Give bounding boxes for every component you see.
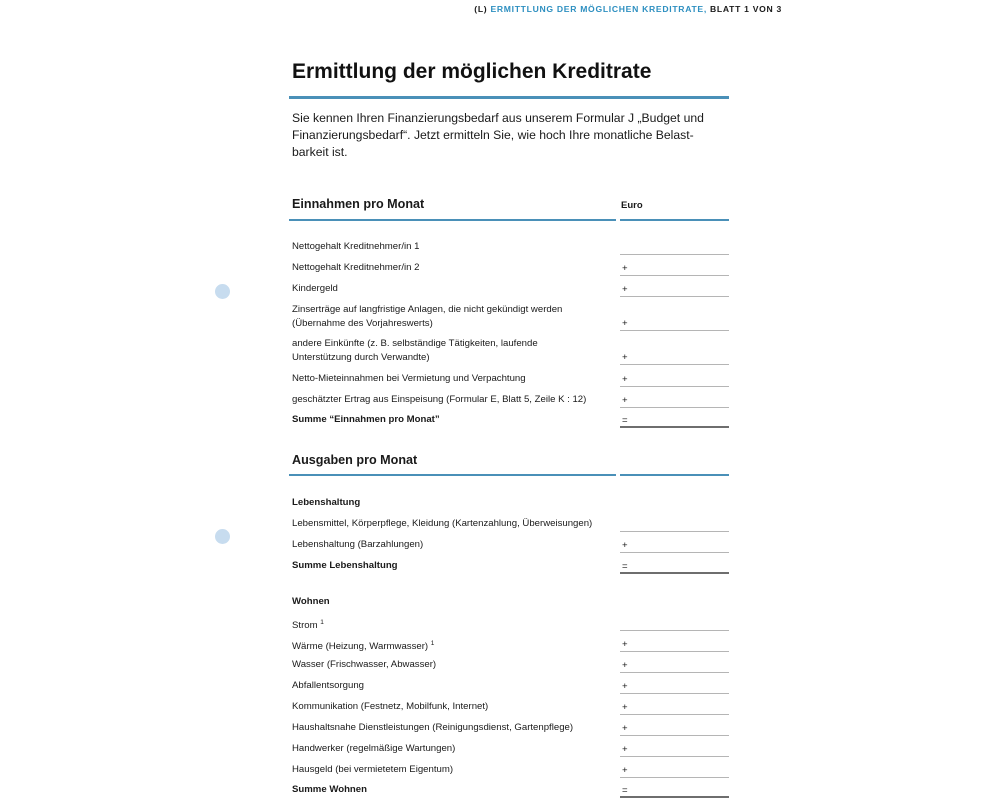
income-input-interest[interactable]: +: [620, 317, 729, 331]
housing-row-label: Hausgeld (bei vermietetem Eigentum): [292, 764, 454, 775]
income-row-label: [292, 303, 562, 331]
expenses-heading: Ausgaben pro Monat: [292, 453, 418, 467]
title-divider: [289, 96, 729, 99]
header-sheet-number: BLATT 1 VON 3: [710, 4, 782, 14]
housing-row-label: Handwerker (regelmäßige Wartungen): [292, 743, 456, 754]
income-input-net-salary-1[interactable]: [620, 241, 729, 255]
intro-line: Sie kennen Ihren Finanzierungsbedarf aus unserem Formular J „Budget und: [292, 111, 704, 125]
living-input-cash[interactable]: +: [620, 539, 729, 553]
housing-input-communication[interactable]: +: [620, 701, 729, 715]
housing-input-household-services[interactable]: +: [620, 722, 729, 736]
housing-input-water[interactable]: +: [620, 659, 729, 673]
income-input-child-benefit[interactable]: +: [620, 283, 729, 297]
intro-line: Finanzierungsbedarf“. Jetzt ermitteln Sie, wie hoch Ihre monatliche Belast-: [292, 128, 694, 142]
income-input-other-income[interactable]: +: [620, 351, 729, 365]
living-row-label: Lebensmittel, Körperpflege, Kleidung (Kartenzahlung, Überweisungen): [292, 518, 593, 529]
header-prefix: (L): [474, 4, 488, 14]
header-section-title: ERMITTLUNG DER MÖGLICHEN KREDITRATE,: [490, 4, 707, 14]
living-heading: Lebenshaltung: [292, 497, 361, 508]
housing-heading: Wohnen: [292, 596, 330, 607]
housing-row-label-text: Strom: [292, 620, 318, 631]
housing-input-electricity[interactable]: [620, 617, 729, 631]
income-row-label-line: Unterstützung durch Verwandte): [292, 352, 430, 363]
housing-row-label-text: Wärme (Heizung, Warmwasser): [292, 641, 429, 652]
income-row-label: Nettogehalt Kreditnehmer/in 2: [292, 262, 420, 273]
living-total-label: Summe Lebenshaltung: [292, 560, 398, 571]
housing-row-label: Wasser (Frischwasser, Abwasser): [292, 659, 437, 670]
income-input-rental-income[interactable]: +: [620, 373, 729, 387]
housing-row-label: Abfallentsorgung: [292, 680, 365, 691]
housing-input-house-fee[interactable]: +: [620, 764, 729, 778]
housing-total-field[interactable]: =: [620, 784, 729, 798]
housing-input-tradesmen[interactable]: +: [620, 743, 729, 757]
housing-row-label: [292, 616, 324, 633]
page-header: [474, 4, 782, 14]
binder-hole-bottom: [215, 529, 230, 544]
intro-line: barkeit ist.: [292, 145, 348, 159]
housing-input-waste[interactable]: +: [620, 680, 729, 694]
income-row-label: Kindergeld: [292, 283, 338, 294]
income-input-net-salary-2[interactable]: +: [620, 262, 729, 276]
housing-total-label: Summe Wohnen: [292, 784, 367, 795]
income-column-rule: [620, 219, 729, 221]
expenses-column-rule: [620, 474, 729, 476]
living-total-field[interactable]: =: [620, 560, 729, 574]
footnote-marker: 1: [430, 640, 435, 647]
housing-row-label: [292, 637, 434, 654]
income-row-label-line: Zinserträge auf langfristige Anlagen, die nicht gekündigt werden: [292, 304, 563, 315]
income-row-label: Nettogehalt Kreditnehmer/in 1: [292, 241, 420, 252]
expenses-heading-rule: [289, 474, 616, 476]
living-input-groceries[interactable]: [620, 518, 729, 532]
income-row-label-line: (Übernahme des Vorjahreswerts): [292, 318, 433, 329]
footnote-marker: 1: [320, 619, 324, 626]
living-row-label: Lebenshaltung (Barzahlungen): [292, 539, 424, 550]
page-title: Ermittlung der möglichen Kreditrate: [292, 60, 652, 83]
intro-paragraph: [292, 110, 732, 161]
income-row-label-line: andere Einkünfte (z. B. selbständige Tätigkeiten, laufende: [292, 338, 538, 349]
income-row-label: geschätzter Ertrag aus Einspeisung (Formular E, Blatt 5, Zeile K : 12): [292, 394, 587, 405]
housing-input-heating[interactable]: +: [620, 638, 729, 652]
binder-hole-top: [215, 284, 230, 299]
income-total-field[interactable]: =: [620, 414, 729, 428]
income-total-label: Summe “Einnahmen pro Monat”: [292, 414, 440, 425]
income-column-label: Euro: [621, 200, 643, 211]
housing-row-label: Haushaltsnahe Dienstleistungen (Reinigungsdienst, Gartenpflege): [292, 722, 574, 733]
income-heading-rule: [289, 219, 616, 221]
housing-row-label: Kommunikation (Festnetz, Mobilfunk, Internet): [292, 701, 489, 712]
income-row-label: [292, 337, 538, 365]
income-row-label: Netto-Mieteinnahmen bei Vermietung und Verpachtung: [292, 373, 526, 384]
income-heading: Einnahmen pro Monat: [292, 197, 425, 211]
income-input-feed-in-yield[interactable]: +: [620, 394, 729, 408]
